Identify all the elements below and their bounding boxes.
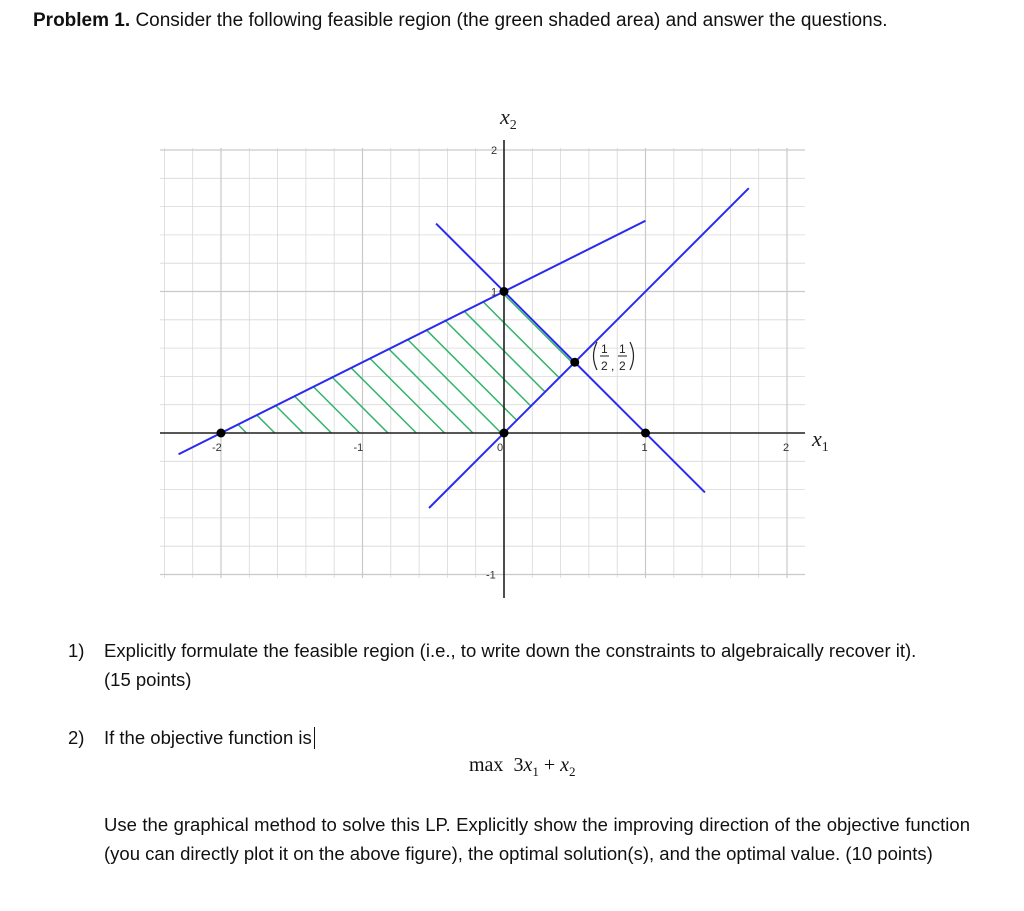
x1-axis-label: $x_1$ (812, 426, 829, 455)
hatch-stroke (502, 292, 573, 363)
x2-axis-label: $x_2$ (500, 104, 517, 133)
annotation-sep: , (611, 359, 615, 373)
hatch-stroke (257, 415, 275, 433)
question-2 (68, 723, 968, 752)
axis-labels (499, 104, 829, 455)
y-tick-label: 2 (491, 145, 498, 157)
hatch-stroke (351, 368, 416, 433)
problem-heading (33, 10, 887, 32)
hatch-stroke (313, 387, 359, 433)
x-tick-label: -2 (212, 442, 222, 454)
vertex-points (217, 287, 651, 438)
objective-function (469, 754, 576, 780)
question-2-number: 2) (68, 727, 85, 748)
hatch-stroke (295, 396, 332, 433)
constraint-line-2 (436, 224, 705, 493)
vertex-point (500, 429, 509, 438)
question-1 (68, 636, 948, 694)
objective-coef: 3 (513, 754, 524, 776)
hatch-stroke (389, 349, 473, 433)
question-2-followup: Use the graphical method to solve this LP. Explicitly show the improving direction of the objective function (you can directly plot it on the above figure), the optimal solution(s), and the optimal value. (10 points) (104, 814, 970, 864)
question-2-text (104, 723, 968, 752)
hatch-stroke (238, 425, 246, 433)
vertex-point (570, 358, 579, 367)
hatch-stroke (276, 406, 303, 433)
annotation-num1: 1 (601, 342, 608, 356)
objective-plus: + (543, 754, 556, 776)
hatch-stroke (370, 358, 445, 433)
hatch-stroke (408, 340, 501, 433)
x-tick-label: -1 (353, 442, 364, 454)
objective-var2: x (560, 754, 569, 776)
question-1-number: 1) (68, 640, 85, 661)
text-cursor (314, 727, 316, 749)
annotation-right-paren (630, 342, 634, 370)
y-tick-label: 1 (491, 286, 498, 299)
x-tick-label: 2 (783, 442, 790, 454)
problem-label: Problem 1. (33, 10, 131, 31)
vertex-point (641, 429, 650, 438)
feasible-region-hatch (238, 292, 573, 433)
problem-statement: Consider the following feasible region (the green shaded area) and answer the questions. (135, 10, 888, 31)
hatch-stroke (483, 302, 559, 378)
grid-major (160, 148, 805, 578)
axes (160, 140, 805, 598)
vertex-annotation-half-half (594, 342, 634, 373)
annotation-den2: 2 (619, 359, 626, 373)
feasible-region-chart (150, 100, 829, 610)
question-2-lead: If the objective function is (104, 727, 312, 748)
objective-var1: x (523, 754, 533, 776)
hatch-stroke (332, 377, 388, 433)
objective-op: max (469, 754, 504, 776)
annotation-num2: 1 (619, 342, 626, 356)
question-1-text: Explicitly formulate the feasible region (i.e., to write down the constraints to algebraically recover it). (15 points) (104, 640, 917, 690)
vertex-point (500, 287, 509, 296)
annotation-left-paren (594, 342, 598, 370)
objective-sub2: 2 (569, 764, 576, 779)
x-tick-label: 1 (641, 442, 648, 454)
grid-minor (160, 148, 805, 578)
y-tick-label: -1 (486, 569, 496, 582)
vertex-point (217, 429, 226, 438)
hatch-stroke (446, 321, 531, 406)
constraint-line-1 (179, 221, 646, 454)
objective-sub1: 1 (532, 764, 539, 779)
x-tick-label: 0 (497, 442, 504, 454)
tick-labels (212, 145, 789, 582)
annotation-den1: 2 (601, 359, 608, 373)
